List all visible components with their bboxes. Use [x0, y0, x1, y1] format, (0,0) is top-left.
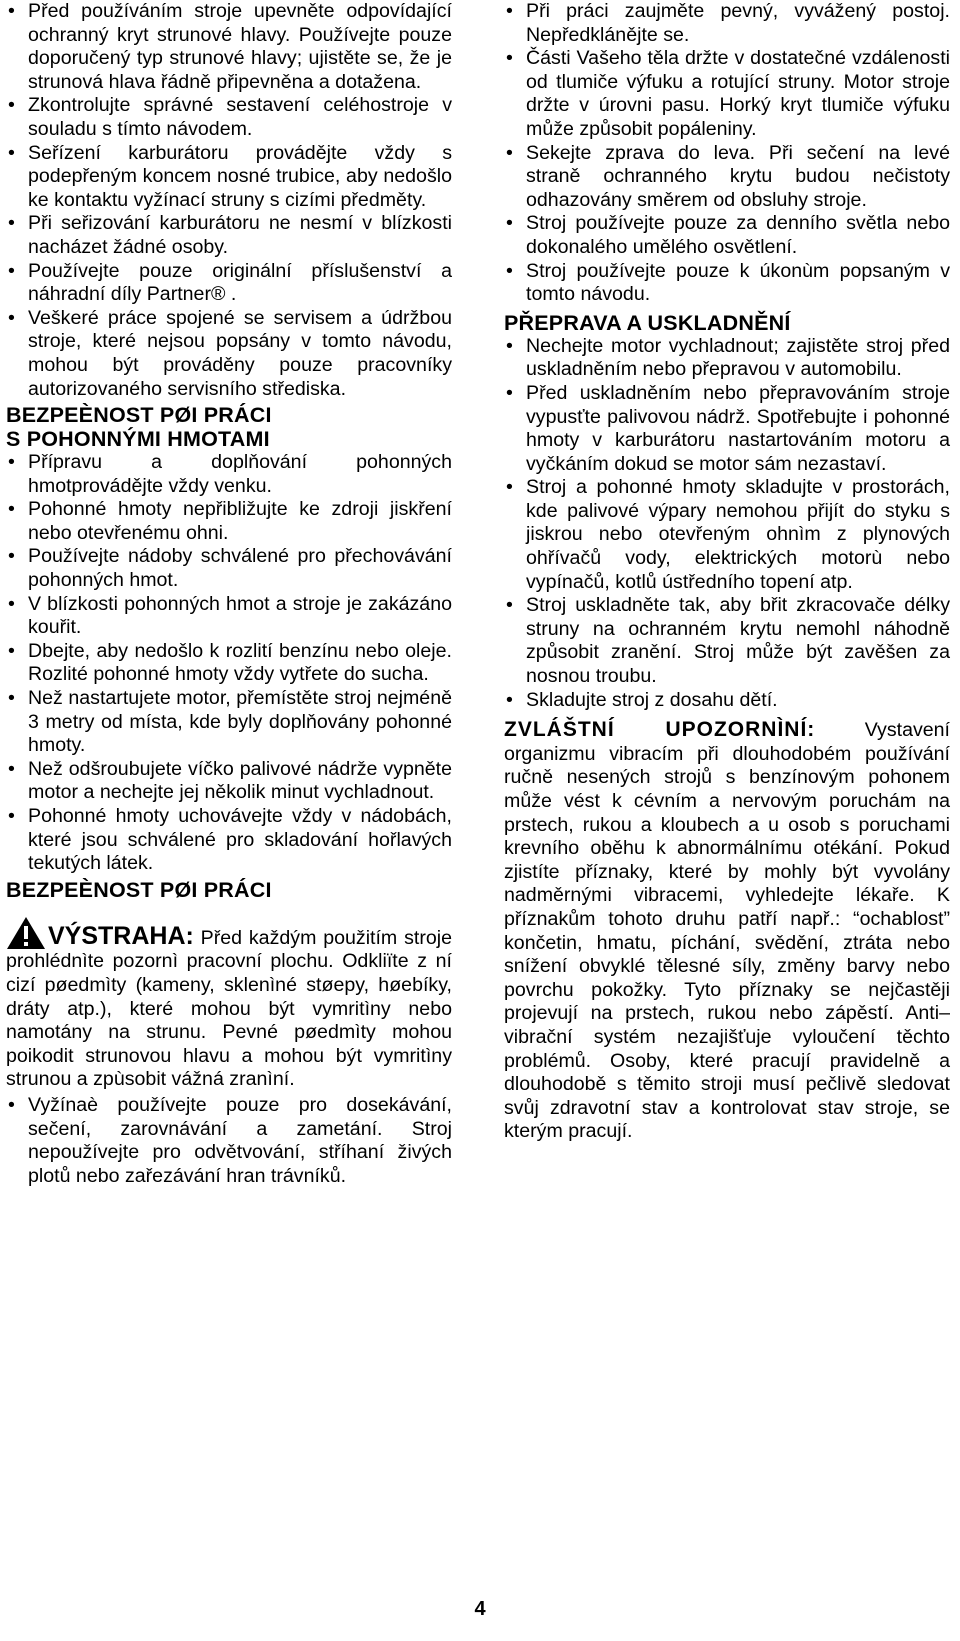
- transport-storage-heading: PŘEPRAVA A USKLADNĚNÍ: [504, 310, 791, 335]
- work-list-continued: [504, 0, 950, 307]
- list-item: • Stroj používejte pouze k úkonùm popsaným v tomto návodu.: [504, 260, 950, 307]
- list-item: • Stroj používejte pouze za denního světla nebo dokonalého umělého osvětlení.: [504, 212, 950, 259]
- heading-line: BEZPEÈNOST PØI PRÁCI: [6, 403, 272, 428]
- warning-paragraph: [6, 916, 452, 1092]
- list-item: • Části Vašeho těla držte v dostatečné vzdálenosti od tlumiče výfuku a rotující struny. Motor stroje držte v úrovni pasu. Horký kryt tlumiče výfuku může způsobit popáleniny.: [504, 47, 950, 141]
- list-item: • Používejte pouze originální příslušenství a náhradní díly Partner® .: [6, 260, 452, 307]
- right-column: [504, 0, 950, 1144]
- list-item: • Při seřizování karburátoru ne nesmí v blízkosti nacházet žádné osoby.: [6, 212, 452, 259]
- intro-list: [6, 0, 452, 401]
- list-item: • Seřízení karburátoru provádějte vždy s podepřeným koncem nosné trubice, aby nedošlo ke kontaktu vyžínací struny s cizími předměty.: [6, 142, 452, 213]
- list-item: • Přípravu a doplňování pohonných hmotprovádějte vždy venku.: [6, 451, 452, 498]
- special-notice-label: ZVLÁŠTNÍ UPOZORNÌNÍ:: [504, 718, 816, 742]
- list-item: • Veškeré práce spojené se servisem a údržbou stroje, které nejsou popsány v tomto návodu, mohou být prováděny pouze pracovníky autorizovaného servisního střediska.: [6, 307, 452, 401]
- list-item: • Před uskladněním nebo přepravováním stroje vypusťte palivovou nádrž. Spotřebujte i pohonné hmoty v karburátoru nastartováním motoru a vyčkáním dokud se motor sám nezastaví.: [504, 382, 950, 476]
- special-notice-paragraph: [504, 718, 950, 1144]
- list-item: • Stroj a pohonné hmoty skladujte v prostorách, kde palivové výpary nemohou přijít do styku s jiskrou nebo otevřeným ohnìm z plynových ohřívačů vody, elektrických motorù nebo vypínačů, kotlů ústředního topení atp.: [504, 476, 950, 594]
- list-item: • Než odšroubujete víčko palivové nádrže vypněte motor a nechejte jej několik minut vychladnout.: [6, 758, 452, 805]
- transport-list: [504, 335, 950, 713]
- list-item: • Používejte nádoby schválené pro přechovávání pohonných hmot.: [6, 545, 452, 592]
- list-item: • Dbejte, aby nedošlo k rozlití benzínu nebo oleje. Rozlité pohonné hmoty vždy vytřete do sucha.: [6, 640, 452, 687]
- warning-label: VÝSTRAHA:: [48, 921, 194, 950]
- list-item: • Než nastartujete motor, přemístěte stroj nejméně 3 metry od místa, kde byly doplňovány pohonné hmoty.: [6, 687, 452, 758]
- warning-triangle-icon: [6, 916, 46, 950]
- list-item: • Sekejte zprava do leva. Při sečení na levé straně ochranného krytu budou nečistoty odhazovány směrem od obsluhy stroje.: [504, 142, 950, 213]
- warning-text: Před každým použitím stroje prohlédnìte pozornì pracovní plochu. Odkliïte z ní cizí pøedmìty (kameny, sklenìné støepy, høebíky, dráty atp.), které mohou být vymritìny nebo namotány na strunu. Pevné pøedmìty mohou poikodit strunovou hlavu a mohou být vymritìny strunou a zpùsobit vážná zranìní.: [6, 926, 452, 1091]
- list-item: • Pohonné hmoty nepřibližujte ke zdroji jiskření nebo otevřenému ohni.: [6, 498, 452, 545]
- list-item: • Vyžínaè používejte pouze pro dosekávání, sečení, zarovnávání a zametání. Stroj nepoužívejte pro odvětvování, stříhaní živých plotů nebo zařezávání hran trávníků.: [6, 1094, 452, 1188]
- work-list: [6, 1094, 452, 1188]
- list-item: • V blízkosti pohonných hmot a stroje je zakázáno kouřit.: [6, 593, 452, 640]
- heading-line: S POHONNÝMI HMOTAMI: [6, 427, 270, 452]
- list-item: • Před používáním stroje upevněte odpovídající ochranný kryt strunové hlavy. Používejte pouze doporučený typ strunové hlavy; ujistěte se, že je strunová hlava řádně připevněna a dotažena.: [6, 0, 452, 94]
- list-item: • Stroj uskladněte tak, aby břit zkracovače délky struny na ochranném krytu nemohl náhodně způsobit zranění. Stroj může být zavěšen za nosnou troubu.: [504, 594, 950, 688]
- list-item: • Zkontrolujte správné sestavení celéhostroje v souladu s tímto návodem.: [6, 94, 452, 141]
- work-safety-heading: BEZPEÈNOST PØI PRÁCI: [6, 877, 272, 902]
- fuel-safety-heading: [6, 403, 452, 451]
- list-item: • Při práci zaujměte pevný, vyvážený postoj. Nepředklánějte se.: [504, 0, 950, 47]
- page-number: 4: [474, 1598, 486, 1620]
- fuel-list: [6, 451, 452, 876]
- list-item: • Pohonné hmoty uchovávejte vždy v nádobách, které jsou schválené pro skladování hořlavých tekutých látek.: [6, 805, 452, 876]
- list-item: • Nechejte motor vychladnout; zajistěte stroj před uskladněním nebo přepravou v automobilu.: [504, 335, 950, 382]
- special-notice-text: Vystavení organizmu vibracím při dlouhodobém používání ručně nesených strojů s benzínovým pohonem může vést k cévním a nervovým poruchám na prstech, rukou a kloubech a u osob s poruchami krevního oběhu k abnormálnímu otékání. Pokud zjistíte příznaky, které by mohly být vyvolány nadměrnými vibracemi, vyhledejte lékaře. K příznakům tohoto druhu patří např.: “ochablost” končetin, hmatu, píchání, svědění, ztráta nebo snížení obvyklé tělesné síly, změny barvy nebo povrchu pokožky. Tyto příznaky se nejčastěji projevují na prstech, rukou nebo zápěstí. Anti– vibrační systém nezajišťuje vyloučení těchto problémů. Osoby, které pracují pravidelně a dlouhodobě s těmito stroji musí pečlivě sledovat svůj zdravotní stav a kontrolovat stav stroje, se kterým pracují.: [504, 719, 950, 1143]
- left-column: [6, 0, 452, 1188]
- list-item: • Skladujte stroj z dosahu dětí.: [504, 689, 950, 713]
